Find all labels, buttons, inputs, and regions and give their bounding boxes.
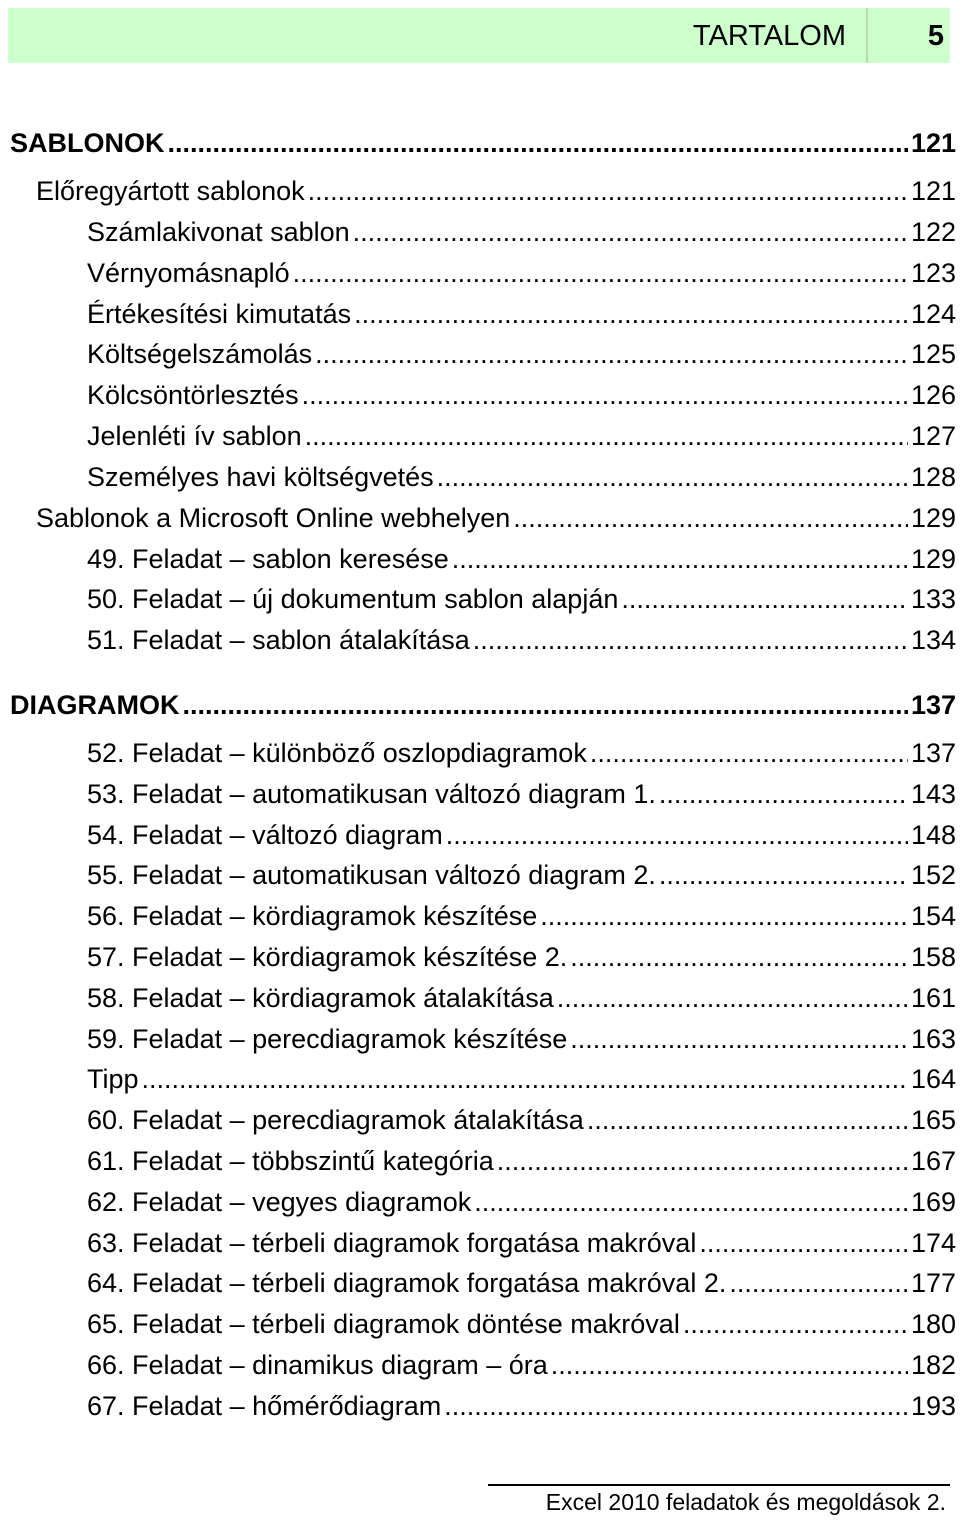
toc-entry-label: 59. Feladat – perecdiagramok készítése: [87, 1024, 568, 1054]
toc-entry-page: 182: [910, 1350, 956, 1380]
toc-entry-label: 63. Feladat – térbeli diagramok forgatása makróval: [87, 1228, 697, 1258]
toc-entry-label: Jelenléti ív sablon: [87, 421, 302, 451]
toc-entry-page: 128: [910, 462, 956, 492]
toc-dot-leader: [497, 1144, 908, 1178]
toc-dot-leader: [444, 1389, 908, 1423]
toc-entry[interactable]: [87, 818, 956, 852]
toc-dot-leader: [683, 1307, 908, 1341]
toc-entry-label: 66. Feladat – dinamikus diagram – óra: [87, 1350, 548, 1380]
toc-entry-label: 49. Feladat – sablon keresése: [87, 544, 449, 574]
toc-entry-label: DIAGRAMOK: [10, 690, 180, 720]
footer-text: Excel 2010 feladatok és megoldások 2.: [545, 1489, 946, 1515]
toc-entry-label: Sablonok a Microsoft Online webhelyen: [36, 503, 511, 533]
toc-dot-leader: [557, 981, 908, 1015]
toc-dot-leader: [452, 542, 908, 576]
toc-dot-leader: [659, 777, 908, 811]
toc-entry-page: 167: [910, 1146, 956, 1176]
toc-dot-leader: [473, 623, 908, 657]
toc-dot-leader: [540, 899, 908, 933]
toc-entry[interactable]: [87, 542, 956, 576]
toc-dot-leader: [570, 1022, 908, 1056]
toc-entry-page: 163: [910, 1024, 956, 1054]
toc-entry[interactable]: [87, 1307, 956, 1341]
toc-entry-label: Értékesítési kimutatás: [87, 299, 352, 329]
toc-entry[interactable]: [87, 297, 956, 331]
header-separator: [866, 8, 868, 63]
toc-entry-label: 60. Feladat – perecdiagramok átalakítása: [87, 1105, 584, 1135]
toc-entry[interactable]: [87, 1226, 956, 1260]
toc-entry[interactable]: [87, 1266, 956, 1300]
toc-dot-leader: [302, 378, 908, 412]
toc-dot-leader: [446, 818, 908, 852]
toc-entry[interactable]: [36, 501, 956, 535]
toc-entry[interactable]: [87, 736, 956, 770]
toc-entry-page: 121: [910, 176, 956, 206]
toc-entry-label: 53. Feladat – automatikusan változó diagram 1.: [87, 779, 656, 809]
toc-entry-label: 50. Feladat – új dokumentum sablon alapján: [87, 584, 619, 614]
toc-dot-leader: [305, 419, 908, 453]
toc-entry-page: 169: [910, 1187, 956, 1217]
toc-entry-label: Számlakivonat sablon: [87, 217, 350, 247]
toc-entry-page: 121: [910, 128, 956, 158]
toc-entry[interactable]: [87, 337, 956, 371]
toc-entry-page: 134: [910, 625, 956, 655]
toc-dot-leader: [659, 858, 908, 892]
toc-entry[interactable]: [87, 419, 956, 453]
toc-entry[interactable]: [87, 1144, 956, 1178]
toc-dot-leader: [353, 215, 908, 249]
toc-entry-label: 65. Feladat – térbeli diagramok döntése makróval: [87, 1309, 680, 1339]
toc-entry-page: 129: [910, 544, 956, 574]
toc-entry[interactable]: [36, 174, 956, 208]
toc-entry[interactable]: [87, 256, 956, 290]
toc-dot-leader: [308, 174, 908, 208]
toc-entry-page: 177: [910, 1268, 956, 1298]
toc-entry[interactable]: [87, 858, 956, 892]
toc-entry[interactable]: [87, 215, 956, 249]
toc-entry-page: 193: [910, 1391, 956, 1421]
toc-entry[interactable]: [87, 1185, 956, 1219]
toc-entry-label: 64. Feladat – térbeli diagramok forgatása makróval 2.: [87, 1268, 727, 1298]
toc-entry-page: 161: [910, 983, 956, 1013]
toc-dot-leader: [315, 337, 908, 371]
header-title: TARTALOM: [692, 20, 846, 52]
toc-dot-leader: [142, 1062, 908, 1096]
footer-rule: [488, 1484, 950, 1486]
toc-entry-page: 124: [910, 299, 956, 329]
toc-entry-page: 143: [910, 779, 956, 809]
toc-dot-leader: [293, 256, 908, 290]
toc-entry-label: 57. Feladat – kördiagramok készítése 2.: [87, 942, 568, 972]
toc-entry[interactable]: [87, 1348, 956, 1382]
toc-dot-leader: [570, 940, 908, 974]
toc-entry-label: 61. Feladat – többszintű kategória: [87, 1146, 494, 1176]
toc-entry[interactable]: [87, 1103, 956, 1137]
toc-entry-page: 152: [910, 860, 956, 890]
toc-entry[interactable]: [87, 981, 956, 1015]
toc-dot-leader: [621, 582, 908, 616]
toc-chapter[interactable]: [10, 688, 956, 722]
toc-entry-page: 137: [910, 738, 956, 768]
toc-entry[interactable]: [87, 777, 956, 811]
toc-entry-label: 67. Feladat – hőmérődiagram: [87, 1391, 442, 1421]
toc-entry-label: 55. Feladat – automatikusan változó diagram 2.: [87, 860, 656, 890]
toc-dot-leader: [183, 688, 908, 722]
toc-entry[interactable]: [87, 378, 956, 412]
toc-dot-leader: [729, 1266, 908, 1300]
toc-entry[interactable]: [87, 1389, 956, 1423]
toc-entry[interactable]: [87, 582, 956, 616]
toc-entry-label: Előregyártott sablonok: [36, 176, 305, 206]
toc-entry-page: 126: [910, 380, 956, 410]
toc-entry-label: Költségelszámolás: [87, 339, 313, 369]
toc-entry-page: 125: [910, 339, 956, 369]
toc-dot-leader: [513, 501, 908, 535]
toc-entry-page: 154: [910, 901, 956, 931]
toc-entry-label: Személyes havi költségvetés: [87, 462, 434, 492]
toc-entry-page: 180: [910, 1309, 956, 1339]
toc-entry-page: 127: [910, 421, 956, 451]
toc-entry[interactable]: [87, 1062, 956, 1096]
toc-entry[interactable]: [87, 899, 956, 933]
toc-dot-leader: [437, 460, 908, 494]
toc-entry-page: 133: [910, 584, 956, 614]
toc-entry-label: 51. Feladat – sablon átalakítása: [87, 625, 470, 655]
toc-entry-page: 158: [910, 942, 956, 972]
toc-dot-leader: [168, 126, 908, 160]
toc-entry-page: 165: [910, 1105, 956, 1135]
toc-entry-label: 54. Feladat – változó diagram: [87, 820, 443, 850]
toc-entry-label: 56. Feladat – kördiagramok készítése: [87, 901, 538, 931]
toc-entry-page: 174: [910, 1228, 956, 1258]
toc-entry[interactable]: [87, 623, 956, 657]
toc-entry-label: 58. Feladat – kördiagramok átalakítása: [87, 983, 554, 1013]
toc-entry-label: 62. Feladat – vegyes diagramok: [87, 1187, 472, 1217]
toc-entry[interactable]: [87, 460, 956, 494]
toc-entry-label: 52. Feladat – különböző oszlopdiagramok: [87, 738, 587, 768]
toc-dot-leader: [699, 1226, 908, 1260]
toc-dot-leader: [354, 297, 908, 331]
toc-entry-page: 137: [910, 690, 956, 720]
page-header: [8, 8, 950, 63]
header-page-number: 5: [927, 20, 944, 52]
toc-entry-page: 164: [910, 1064, 956, 1094]
toc-dot-leader: [590, 736, 908, 770]
toc-entry-page: 148: [910, 820, 956, 850]
toc-entry-page: 122: [910, 217, 956, 247]
toc-dot-leader: [587, 1103, 908, 1137]
toc-dot-leader: [551, 1348, 908, 1382]
toc-entry-label: Kölcsöntörlesztés: [87, 380, 299, 410]
toc-entry-label: Vérnyomásnapló: [87, 258, 290, 288]
toc-entry-label: SABLONOK: [10, 128, 165, 158]
toc-dot-leader: [474, 1185, 908, 1219]
toc-entry[interactable]: [87, 1022, 956, 1056]
toc-entry-page: 123: [910, 258, 956, 288]
toc-entry-page: 129: [910, 503, 956, 533]
toc-entry[interactable]: [87, 940, 956, 974]
toc-chapter[interactable]: [10, 126, 956, 160]
toc-entry-label: Tipp: [87, 1064, 139, 1094]
